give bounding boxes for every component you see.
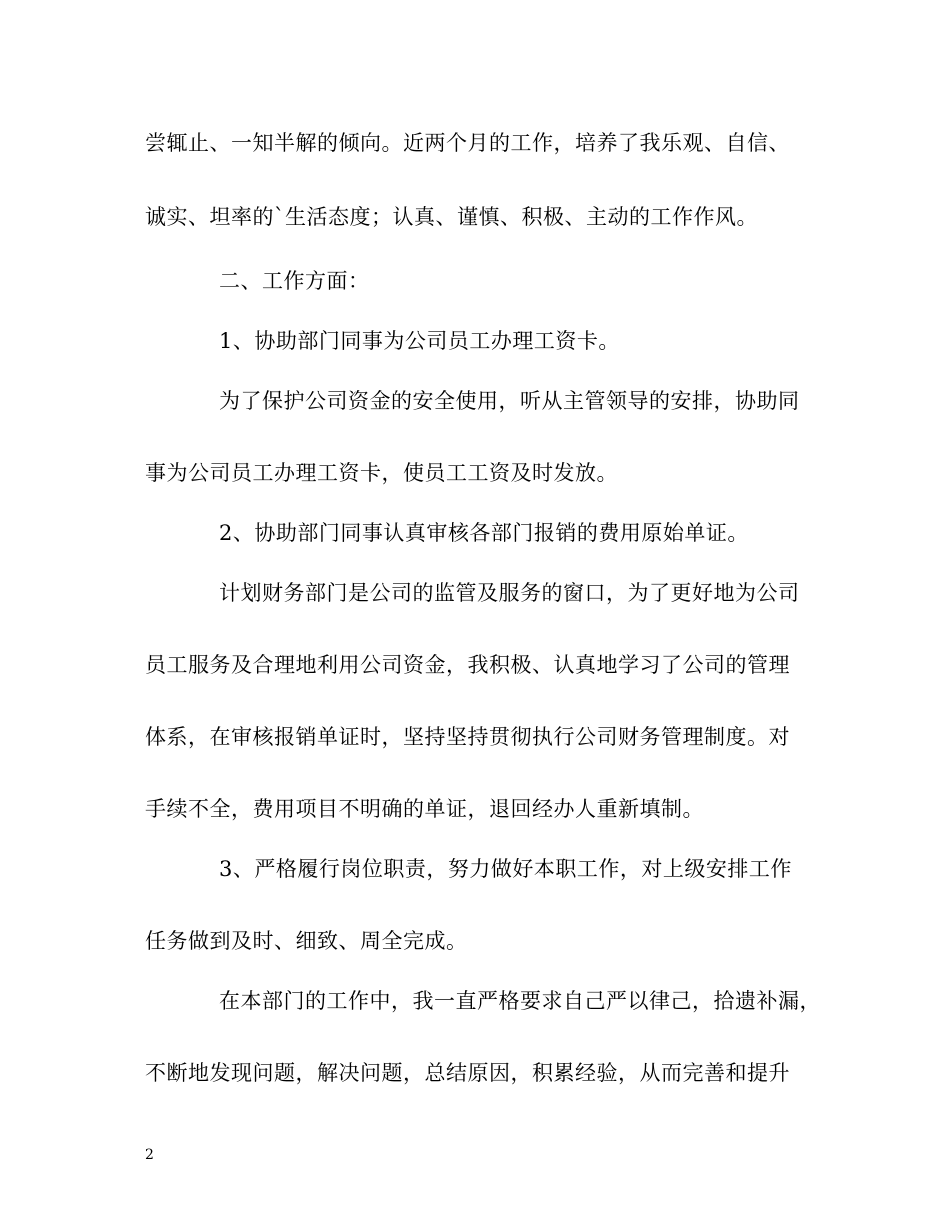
list-item-heading: 1、协助部门同事为公司员工办理工资卡。 (219, 329, 620, 353)
list-item-heading: 2、协助部门同事认真审核各部门报销的费用原始单证。 (219, 521, 749, 545)
text-line: 在本部门的工作中，我一直严格要求自己严以律己，拾遗补漏， (219, 989, 821, 1013)
text-line: 诚实、坦率的`生活态度；认真、谨慎、积极、主动的工作作风。 (145, 205, 758, 229)
text-line: 事为公司员工办理工资卡，使员工工资及时发放。 (145, 461, 618, 485)
text-line: 不断地发现问题，解决问题，总结原因，积累经验，从而完善和提升 (145, 1061, 790, 1085)
text-line: 员工服务及合理地利用公司资金，我积极、认真地学习了公司的管理 (145, 653, 790, 677)
text-line: 任务做到及时、细致、周全完成。 (145, 929, 468, 953)
list-item-heading: 3、严格履行岗位职责，努力做好本职工作，对上级安排工作 (219, 857, 792, 881)
text-line: 为了保护公司资金的安全使用，听从主管领导的安排，协助同 (219, 389, 800, 413)
text-line: 体系，在审核报销单证时，坚持坚持贯彻执行公司财务管理制度。对 (145, 725, 790, 749)
text-line: 计划财务部门是公司的监管及服务的窗口，为了更好地为公司 (219, 581, 800, 605)
page-number: 2 (145, 1147, 154, 1163)
text-line: 尝辄止、一知半解的倾向。近两个月的工作，培养了我乐观、自信、 (145, 131, 790, 155)
text-line: 手续不全，费用项目不明确的单证，退回经办人重新填制。 (145, 797, 704, 821)
section-heading: 二、工作方面： (219, 269, 370, 293)
